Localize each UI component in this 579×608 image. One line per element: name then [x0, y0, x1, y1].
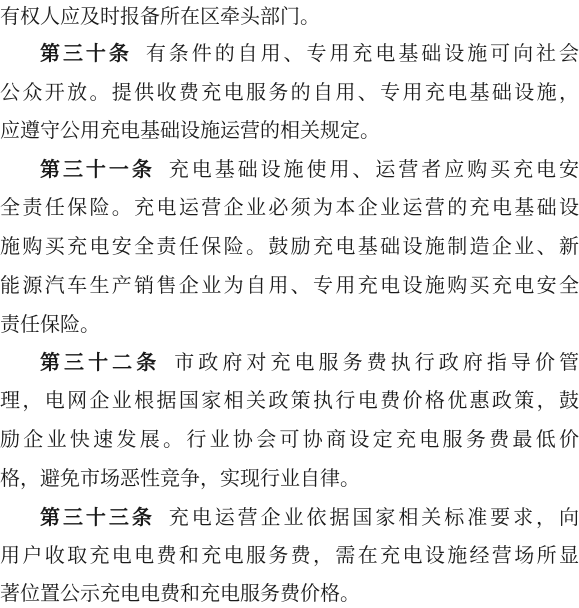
text-line: 励企业快速发展。行业协会可协商设定充电服务费最低价: [0, 427, 579, 451]
article-32-first-line: [0, 347, 579, 377]
text-line: 有权人应及时报备所在区牵头部门。: [0, 4, 320, 28]
article-heading: 第三十条: [40, 41, 132, 65]
text-line: 责任保险。: [0, 312, 100, 336]
text-line: 施购买充电安全责任保险。鼓励充电基础设施制造企业、新: [0, 234, 579, 258]
article-heading: 第三十三条: [40, 505, 155, 529]
article-text: 充电运营企业依据国家相关标准要求，向: [168, 505, 579, 529]
article-text: 市政府对充电服务费执行政府指导价管: [174, 350, 579, 374]
text-line: 能源汽车生产销售企业为自用、专用充电设施购买充电安全: [0, 273, 579, 297]
article-text: 有条件的自用、专用充电基础设施可向社会: [145, 41, 579, 65]
article-30-first-line: [0, 38, 579, 68]
text-line: 应遵守公用充电基础设施运营的相关规定。: [0, 118, 380, 142]
text-line: 用户收取充电电费和充电服务费，需在充电设施经营场所显: [0, 543, 579, 567]
text-line: 格，避免市场恶性竞争，实现行业自律。: [0, 466, 360, 490]
text-line: 著位置公示充电电费和充电服务费价格。: [0, 581, 360, 605]
text-line: 公众开放。提供收费充电服务的自用、专用充电基础设施，: [0, 80, 579, 104]
text-line: 全责任保险。充电运营企业必须为本企业运营的充电基础设: [0, 195, 579, 219]
article-33-first-line: [0, 502, 579, 532]
article-heading: 第三十一条: [40, 157, 155, 181]
text-line: 理，电网企业根据国家相关政策执行电费价格优惠政策，鼓: [0, 388, 579, 412]
article-31-first-line: [0, 154, 579, 184]
article-heading: 第三十二条: [40, 350, 161, 374]
article-text: 充电基础设施使用、运营者应购买充电安: [168, 157, 579, 181]
